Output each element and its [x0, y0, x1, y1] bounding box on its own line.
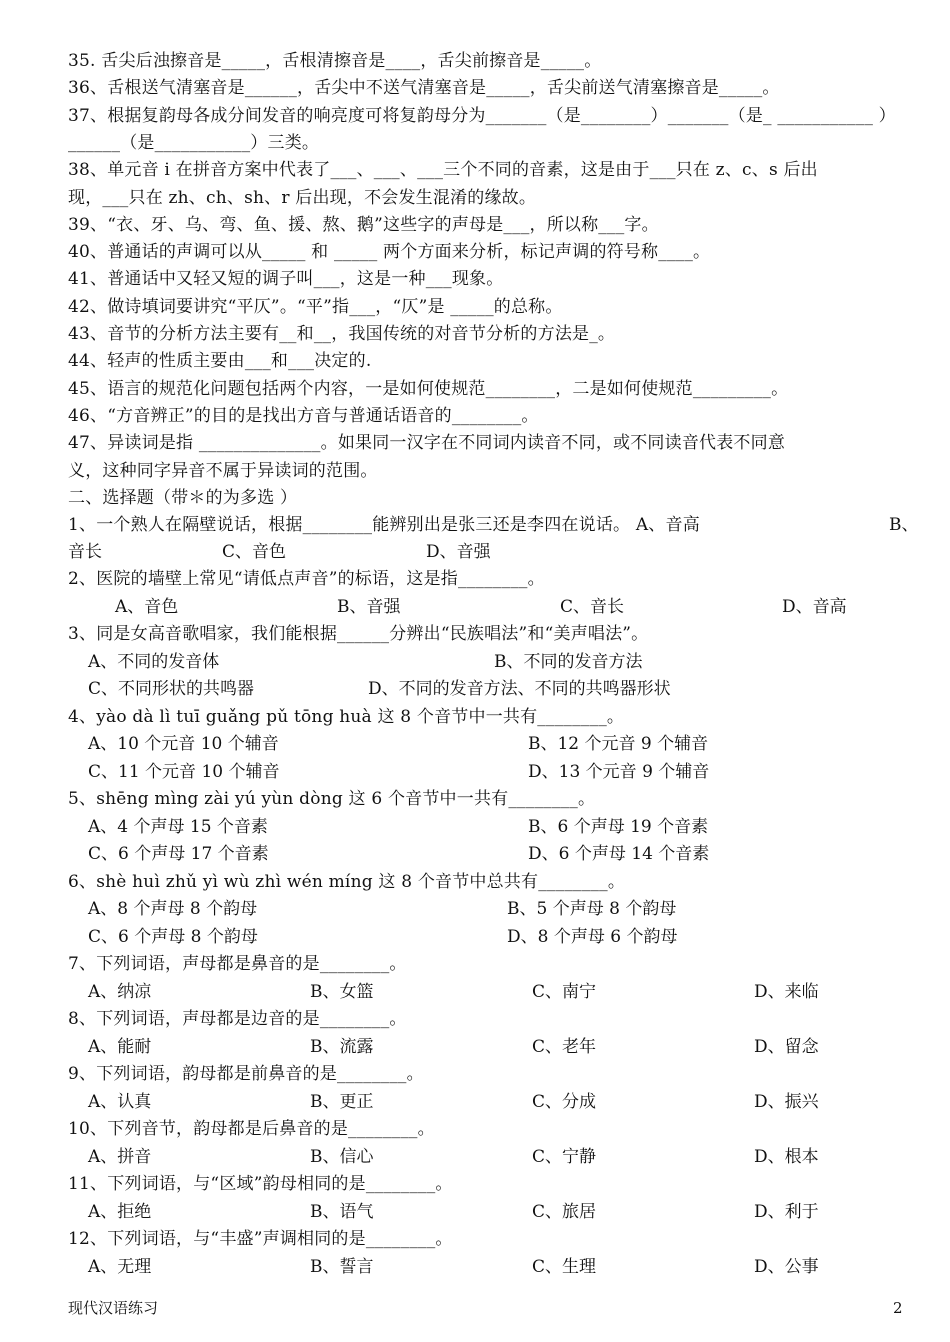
option: D、来临	[754, 982, 819, 1002]
page-number: 2	[893, 1299, 903, 1317]
question-line: 45、语言的规范化问题包括两个内容，一是如何使规范________，二是如何使规范_________。	[68, 379, 789, 399]
footer-title: 现代汉语练习	[68, 1299, 159, 1317]
option: B、誓言	[310, 1257, 374, 1277]
option: D、公事	[754, 1257, 819, 1277]
option: C、6 个声母 17 个音素	[88, 844, 269, 864]
question-line: 36、舌根送气清塞音是______，舌尖中不送气清塞音是_____，舌尖前送气清塞擦音是_____。	[68, 78, 780, 98]
option: D、留念	[754, 1037, 819, 1057]
option: A、4 个声母 15 个音素	[88, 817, 268, 837]
question-line: 37、根据复韵母各成分间发音的响亮度可将复韵母分为_______（是________）_______（是_ ___________ ）	[68, 106, 896, 126]
question-line: 35. 舌尖后浊擦音是_____，舌根清擦音是____，舌尖前擦音是_____。	[68, 51, 602, 71]
question-stem: 6、shè huì zhǔ yì wù zhì wén míng 这 8 个音节中总共有________。	[68, 871, 626, 892]
option: B、流露	[310, 1037, 374, 1057]
option: A、纳凉	[88, 982, 152, 1002]
question-line: 44、轻声的性质主要由___和___决定的.	[68, 351, 372, 371]
option: C、音长	[560, 597, 625, 617]
option: D、不同的发音方法、不同的共鸣器形状	[368, 679, 671, 699]
question-stem: 5、shēng mìng zài yú yùn dòng 这 6 个音节中一共有________。	[68, 789, 596, 809]
question-stem: 3、同是女高音歌唱家，我们能根据______分辨出“民族唱法”和“美声唱法”。	[68, 624, 649, 644]
option: D、6 个声母 14 个音素	[528, 844, 710, 864]
option: B、6 个声母 19 个音素	[528, 817, 709, 837]
option: A、无理	[88, 1257, 152, 1277]
option: B、不同的发音方法	[494, 652, 643, 672]
option: B、5 个声母 8 个韵母	[507, 899, 677, 919]
option: A、认真	[88, 1092, 152, 1112]
option: D、根本	[754, 1147, 819, 1167]
option: A、拒绝	[88, 1202, 152, 1222]
option: C、生理	[532, 1257, 597, 1277]
option: D、音高	[782, 597, 847, 617]
option: B、12 个元音 9 个辅音	[528, 734, 709, 754]
question-line: 38、单元音 i 在拼音方案中代表了___、___、___三个不同的音素，这是由于___只在 z、c、s 后出	[68, 160, 818, 180]
option: C、旅居	[532, 1202, 597, 1222]
option: A、音色	[115, 597, 179, 617]
option: 音长	[68, 542, 102, 562]
option: B、更正	[310, 1092, 374, 1112]
question-stem: 10、下列音节，韵母都是后鼻音的是________。	[68, 1119, 435, 1139]
option: C、分成	[532, 1092, 597, 1112]
option: A、10 个元音 10 个辅音	[88, 734, 279, 754]
option: C、老年	[532, 1037, 597, 1057]
question-stem: 2、医院的墙壁上常见“请低点声音”的标语，这是指________。	[68, 569, 545, 589]
question-stem: 8、下列词语，声母都是边音的是________。	[68, 1009, 407, 1029]
option: D、音强	[426, 542, 491, 562]
question-line: 47、异读词是指 ______________。如果同一汉字在不同词内读音不同，或不同读音代表不同意	[68, 433, 786, 453]
option: D、利于	[754, 1202, 819, 1222]
question-stem: 7、下列词语，声母都是鼻音的是________。	[68, 954, 407, 974]
option: C、南宁	[532, 982, 597, 1002]
question-line: 46、“方音辨正”的目的是找出方音与普通话语音的________。	[68, 406, 539, 426]
option: B、语气	[310, 1202, 374, 1222]
option: C、11 个元音 10 个辅音	[88, 762, 280, 782]
question-stem: 9、下列词语，韵母都是前鼻音的是________。	[68, 1064, 424, 1084]
option: A、能耐	[88, 1037, 152, 1057]
option: C、宁静	[532, 1147, 597, 1167]
question-line: ______（是___________）三类。	[68, 133, 320, 153]
option: C、不同形状的共鸣器	[88, 679, 255, 699]
option: A、不同的发音体	[88, 652, 220, 672]
option: B、信心	[310, 1147, 374, 1167]
question-stem: 12、下列词语，与“丰盛”声调相同的是________。	[68, 1229, 453, 1249]
option: A、拼音	[88, 1147, 152, 1167]
option: A、8 个声母 8 个韵母	[88, 899, 258, 919]
option: D、8 个声母 6 个韵母	[507, 927, 678, 947]
question-line: 二、选择题（带＊的为多选 ）	[68, 488, 298, 508]
question-line: 39、“衣、牙、乌、弯、鱼、援、熬、鹅”这些字的声母是___，所以称___字。	[68, 215, 659, 235]
question-line: 43、音节的分析方法主要有__和__，我国传统的对音节分析的方法是_。	[68, 324, 616, 344]
question-line: 40、普通话的声调可以从_____ 和 _____ 两个方面来分析，标记声调的符号称____。	[68, 242, 711, 262]
option: B、女篮	[310, 982, 374, 1002]
question-stem: 1、一个熟人在隔壁说话，根据________能辨别出是张三还是李四在说话。 A、音高	[68, 515, 700, 535]
question-stem: 11、下列词语，与“区域”韵母相同的是________。	[68, 1174, 453, 1194]
question-stem: 4、yào dà lì tuī guǎng pǔ tōng huà 这 8 个音节中一共有________。	[68, 706, 625, 727]
option: D、振兴	[754, 1092, 819, 1112]
option: D、13 个元音 9 个辅音	[528, 762, 710, 782]
question-line: 41、普通话中又轻又短的调子叫___，这是一种___现象。	[68, 269, 504, 289]
option-label: B、	[889, 515, 919, 535]
question-line: 现，___只在 zh、ch、sh、r 后出现，不会发生混淆的缘故。	[68, 188, 537, 208]
question-line: 42、做诗填词要讲究“平仄”。“平”指___，“仄”是 _____的总称。	[68, 297, 563, 317]
option: C、6 个声母 8 个韵母	[88, 927, 258, 947]
question-line: 义，这种同字异音不属于异读词的范围。	[68, 461, 378, 481]
option: C、音色	[222, 542, 287, 562]
option: B、音强	[337, 597, 401, 617]
